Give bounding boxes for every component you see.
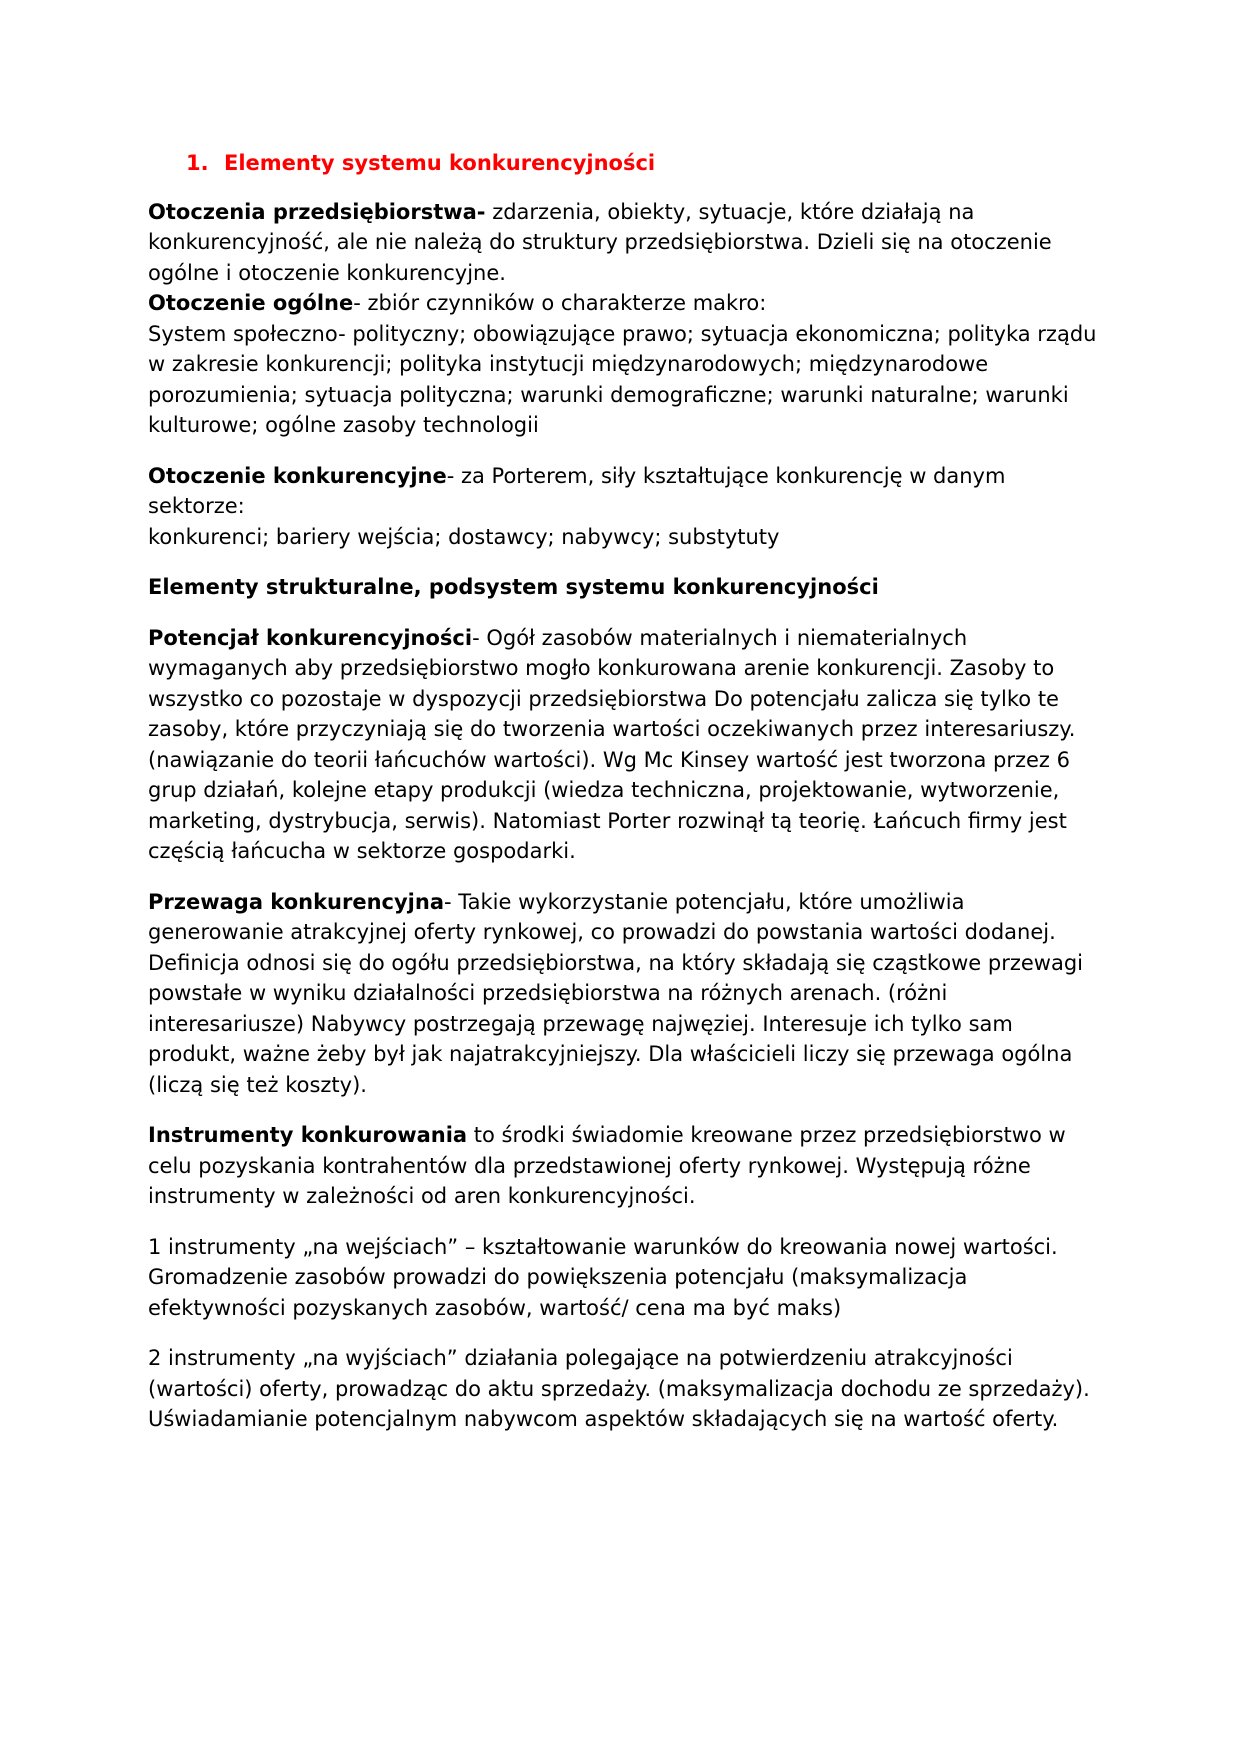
paragraph-otoczenie-konkurencyjne: [148, 461, 1098, 522]
term-otoczenie-konkurencyjne: Otoczenie konkurencyjne: [148, 463, 447, 488]
term-potencjal-konkurencyjnosci: Potencjał konkurencyjności: [148, 625, 473, 650]
definition-potencjal-konkurencyjnosci: - Ogół zasobów materialnych i niematerialnych wymaganych aby przedsiębiorstwo mogło konkurowana arenie konkurencji. Zasoby to wszystko co pozostaje w dyspozycji przedsiębiorstwa Do potencjału zalicza się tylko te zasoby, które przyczyniają się do tworzenia wartości oczekiwanych przez interesariuszy.(nawiązanie do teorii łańcuchów wartości). Wg Mc Kinsey wartość jest tworzona przez 6 grup działań, kolejne etapy produkcji (wiedza techniczna, projektowanie, wytworzenie, marketing, dystrybucja, serwis). Natomiast Porter rozwinął tą teorię. Łańcuch firmy jest częścią łańcucha w sektorze gospodarki.: [148, 625, 1076, 863]
definition-otoczenie-ogolne: - zbiór czynników o charakterze makro:: [353, 291, 767, 315]
paragraph-otoczenie-ogolne: [148, 288, 1098, 319]
term-przewaga-konkurencyjna: Przewaga konkurencyjna: [148, 889, 444, 914]
paragraph-potencjal-konkurencyjnosci: [148, 623, 1098, 867]
section-number: 1.: [186, 151, 209, 175]
document-page: [148, 148, 1098, 1455]
term-otoczenie-ogolne: Otoczenie ogólne: [148, 291, 354, 315]
paragraph-instrumenty-na-wyjsciach: 2 instrumenty „na wyjściach” działania polegające na potwierdzeniu atrakcyjności (wartości) oferty, prowadząc do aktu sprzedaży. (maksymalizacja dochodu ze sprzedaży). Uświadamianie potencjalnym nabywcom aspektów składających się na wartość oferty.: [148, 1346, 1090, 1431]
section-heading: [186, 148, 1098, 179]
subheading-text: Elementy strukturalne, podsystem systemu konkurencyjności: [148, 575, 879, 599]
paragraph-otoczenie-ogolne-list: System społeczno- polityczny; obowiązujące prawo; sytuacja ekonomiczna; polityka rządu w zakresie konkurencji; polityka instytucji międzynarodowych; międzynarodowe porozumienia; sytuacja polityczna; warunki demograficzne; warunki naturalne; warunki kulturowe; ogólne zasoby technologii: [148, 321, 1097, 437]
paragraph-przewaga-konkurencyjna: [148, 887, 1098, 1101]
definition-otoczenie-konkurencyjne: - za Porterem, siły kształtujące konkurencję w danym sektorze:: [148, 463, 1006, 518]
section-title: Elementy systemu konkurencyjności: [224, 151, 656, 175]
definition-instrumenty-konkurowania: to środki świadomie kreowane przez przedsiębiorstwo w celu pozyskania kontrahentów dla przedstawionej oferty rynkowej. Występują różne instrumenty w zależności od aren konkurencyjności.: [148, 1123, 1066, 1208]
paragraph-otoczenie-konkurencyjne-list: konkurenci; bariery wejścia; dostawcy; nabywcy; substytuty: [148, 524, 780, 549]
paragraph-instrumenty-na-wejsciach: 1 instrumenty „na wejściach” – kształtowanie warunków do kreowania nowej wartości. Gromadzenie zasobów prowadzi do powiększenia potencjału (maksymalizacja efektywności pozyskanych zasobów, wartość/ cena ma być maks): [148, 1234, 1058, 1320]
paragraph-otoczenia-przedsiebiorstwa: [148, 197, 1098, 289]
paragraph-instrumenty-konkurowania: [148, 1120, 1098, 1212]
subheading: [148, 572, 1098, 603]
term-otoczenia-przedsiebiorstwa: Otoczenia przedsiębiorstwa-: [148, 199, 486, 224]
definition-otoczenia-przedsiebiorstwa: zdarzenia, obiekty, sytuacje, które działają na konkurencyjność, ale nie należą do struktury przedsiębiorstwa. Dzieli się na otoczenie ogólne i otoczenie konkurencyjne.: [148, 199, 1052, 285]
definition-przewaga-konkurencyjna: - Takie wykorzystanie potencjału, które umożliwia generowanie atrakcyjnej oferty rynkowej, co prowadzi do powstania wartości dodanej. Definicja odnosi się do ogółu przedsiębiorstwa, na który składają się cząstkowe przewagi powstałe w wyniku działalności przedsiębiorstwa na różnych arenach. (różni interesariusze) Nabywcy postrzegają przewagę najwęziej. Interesuje ich tylko sam produkt, ważne żeby był jak najatrakcyjniejszy. Dla właścicieli liczy się przewaga ogólna (liczą się też koszty).: [148, 889, 1084, 1097]
term-instrumenty-konkurowania: Instrumenty konkurowania: [148, 1123, 468, 1147]
